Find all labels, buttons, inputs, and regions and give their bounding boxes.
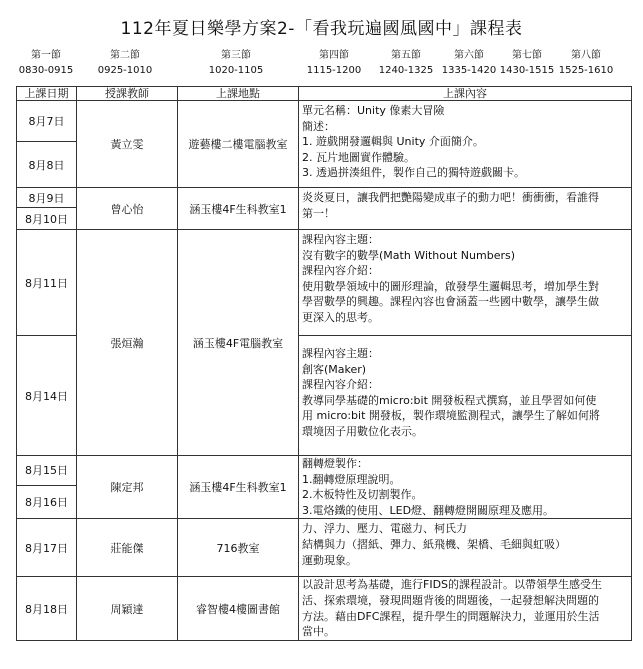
table-row bbox=[17, 230, 632, 336]
content-line: 沒有數字的數學(Math Without Numbers) bbox=[302, 248, 516, 262]
teacher-cell: 黃立雯 bbox=[77, 101, 178, 188]
header-row bbox=[17, 87, 632, 101]
content-line: 使用數學領域中的圖形理論，啟發學生邏輯思考，增加學生對 bbox=[302, 279, 599, 293]
date-cell: 8月11日 bbox=[17, 230, 77, 336]
content-line: 3. 透過拼湊組件，製作自己的獨特遊戲關卡。 bbox=[302, 166, 525, 180]
content-line: 結構與力（摺紙、彈力、紙飛機、架橋、毛細與虹吸） bbox=[302, 537, 566, 551]
period-time: 1240-1325 bbox=[378, 65, 434, 76]
date-cell: 8月15日 bbox=[17, 456, 77, 486]
content-cell bbox=[299, 101, 632, 188]
period-1 bbox=[6, 48, 86, 78]
table-row bbox=[17, 519, 632, 577]
content-line: 2. 瓦片地圖實作體驗。 bbox=[302, 150, 415, 164]
content-line: 1. 遊戲開發邏輯與 Unity 介面簡介。 bbox=[302, 135, 484, 149]
period-2 bbox=[85, 48, 165, 78]
schedule-table bbox=[16, 86, 632, 641]
content-line: 第一！ bbox=[302, 206, 335, 220]
content-cell bbox=[299, 230, 632, 336]
location-cell: 涵玉樓4F生科教室1 bbox=[178, 188, 299, 230]
header-date: 上課日期 bbox=[17, 87, 77, 101]
date-cell: 8月14日 bbox=[17, 336, 77, 456]
period-3 bbox=[196, 48, 276, 78]
teacher-cell: 張烜瀚 bbox=[77, 230, 178, 456]
date-cell: 8月7日 bbox=[17, 101, 77, 142]
content-line: 2.木板特性及切割製作。 bbox=[302, 488, 423, 502]
teacher-cell: 曾心怡 bbox=[77, 188, 178, 230]
content-line: 課程內容主題： bbox=[302, 347, 379, 360]
content-cell bbox=[299, 188, 632, 230]
content-line: 簡述： bbox=[302, 119, 335, 133]
period-time: 1335-1420 bbox=[441, 65, 497, 76]
period-name: 第二節 bbox=[110, 50, 140, 61]
date-cell: 8月16日 bbox=[17, 485, 77, 519]
location-cell: 716教室 bbox=[178, 519, 299, 577]
period-name: 第一節 bbox=[31, 50, 61, 61]
content-line: 課程內容介紹： bbox=[302, 264, 379, 278]
page-title: 112年夏日樂學方案2-「看我玩遍國風國中」課程表 bbox=[120, 19, 523, 39]
date-cell: 8月17日 bbox=[17, 519, 77, 577]
header-content: 上課內容 bbox=[299, 87, 632, 101]
period-time: 1430-1515 bbox=[499, 65, 555, 76]
content-cell bbox=[299, 336, 632, 456]
content-cell bbox=[299, 519, 632, 577]
content-line: 運動現象。 bbox=[302, 553, 357, 567]
period-name: 第七節 bbox=[512, 50, 542, 61]
table-row bbox=[17, 577, 632, 641]
content-line: 單元名稱：Unity 像素大冒險 bbox=[302, 104, 445, 117]
content-line: 環境因子用數位化表示。 bbox=[302, 424, 423, 438]
period-time: 0830-0915 bbox=[18, 65, 74, 76]
header-location: 上課地點 bbox=[178, 87, 299, 101]
content-line: 方法。藉由DFC課程，提升學生的問題解決力，並運用於生活 bbox=[302, 609, 600, 623]
content-line: 3.電烙鐵的使用、LED燈、翻轉燈開關原理及應用。 bbox=[302, 503, 555, 517]
content-line: 更深入的思考。 bbox=[302, 310, 379, 324]
content-line: 以設計思考為基礎，進行FIDS的課程設計。以帶領學生感受生 bbox=[302, 578, 603, 592]
period-name: 第八節 bbox=[571, 50, 601, 61]
date-cell: 8月8日 bbox=[17, 142, 77, 188]
date-cell: 8月18日 bbox=[17, 577, 77, 641]
location-cell: 涵玉樓4F電腦教室 bbox=[178, 230, 299, 456]
period-name: 第三節 bbox=[221, 50, 251, 61]
content-line: 1.翻轉燈原理說明。 bbox=[302, 472, 401, 486]
period-time: 1020-1105 bbox=[208, 65, 264, 76]
content-line: 課程內容介紹： bbox=[302, 378, 379, 392]
teacher-cell: 莊能傑 bbox=[77, 519, 178, 577]
period-name: 第六節 bbox=[454, 50, 484, 61]
content-line: 力、浮力、壓力、電磁力、柯氏力 bbox=[302, 522, 467, 536]
content-line: 炎炎夏日，讓我們把艷陽變成車子的動力吧！衝衝衝，看誰得 bbox=[302, 191, 599, 204]
content-line: 用 micro:bit 開發板，製作環境監測程式，讓學生了解如何將 bbox=[302, 409, 600, 423]
content-line: 活、探索環境，發現問題背後的問題後，一起發想解決問題的 bbox=[302, 593, 599, 607]
table-row bbox=[17, 456, 632, 486]
period-time: 1525-1610 bbox=[558, 65, 614, 76]
date-cell: 8月9日 bbox=[17, 188, 77, 208]
content-cell bbox=[299, 456, 632, 519]
teacher-cell: 周穎達 bbox=[77, 577, 178, 641]
content-cell bbox=[299, 577, 632, 641]
content-line: 翻轉燈製作： bbox=[302, 457, 368, 470]
header-teacher: 授課教師 bbox=[77, 87, 178, 101]
period-4 bbox=[294, 48, 374, 78]
period-time: 1115-1200 bbox=[306, 65, 362, 76]
content-line: 當中。 bbox=[302, 625, 335, 639]
table-row bbox=[17, 101, 632, 142]
location-cell: 涵玉樓4F生科教室1 bbox=[178, 456, 299, 519]
period-8 bbox=[546, 48, 626, 78]
content-line: 學習數學的興趣。課程內容也會涵蓋一些國中數學，讓學生做 bbox=[302, 295, 599, 309]
date-cell: 8月10日 bbox=[17, 208, 77, 230]
period-name: 第四節 bbox=[319, 50, 349, 61]
content-line: 教導同學基礎的micro:bit 開發板程式撰寫，並且學習如何使 bbox=[302, 393, 597, 407]
content-line: 課程內容主題： bbox=[302, 233, 379, 246]
teacher-cell: 陳定邦 bbox=[77, 456, 178, 519]
location-cell: 睿智樓4樓圖書館 bbox=[178, 577, 299, 641]
location-cell: 遊藝樓二樓電腦教室 bbox=[178, 101, 299, 188]
period-time: 0925-1010 bbox=[97, 65, 153, 76]
content-line: 創客(Maker) bbox=[302, 362, 367, 376]
period-name: 第五節 bbox=[391, 50, 421, 61]
table-row bbox=[17, 188, 632, 208]
